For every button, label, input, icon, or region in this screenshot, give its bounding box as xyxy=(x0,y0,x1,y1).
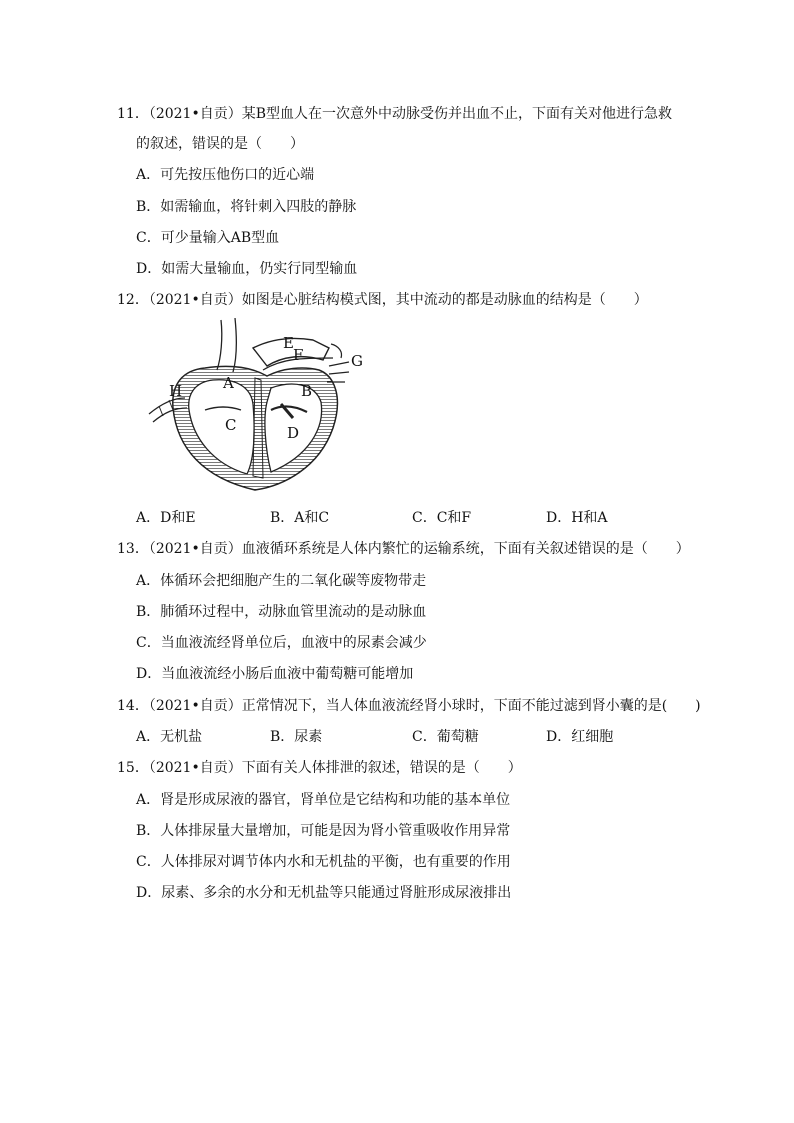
label-b: B xyxy=(301,382,313,400)
q15-option-a: A．肾是形成尿液的器官，肾单位是它结构和功能的基本单位 xyxy=(136,792,511,808)
q14-stem: 14．（2021•自贡）正常情况下，当人体血液流经肾小球时，下面不能过滤到肾小囊的是( ) xyxy=(117,698,701,714)
q12-stem: 12．（2021•自贡）如图是心脏结构模式图，其中流动的都是动脉血的结构是（ ） xyxy=(117,292,648,308)
q15-stem: 15．（2021•自贡）下面有关人体排泄的叙述，错误的是（ ） xyxy=(117,760,522,776)
q12-options-row xyxy=(0,508,794,528)
label-g: G xyxy=(351,352,363,370)
q13-option-b: B．肺循环过程中，动脉血管里流动的是动脉血 xyxy=(136,604,427,620)
q11-option-a: A．可先按压他伤口的近心端 xyxy=(136,167,315,183)
q11-stem-line1: 11．（2021•自贡）某B型血人在一次意外中动脉受伤并出血不止，下面有关对他进行急救 xyxy=(117,106,672,122)
label-f: F xyxy=(293,346,304,364)
q15-option-d: D．尿素、多余的水分和无机盐等只能通过肾脏形成尿液排出 xyxy=(136,885,512,901)
q12-option-d: D．H和A xyxy=(546,510,608,526)
label-e: E xyxy=(283,334,294,352)
q14-options-row xyxy=(0,727,794,747)
q11-option-c: C．可少量输入AB型血 xyxy=(136,230,280,246)
q11-stem-line2: 的叙述，错误的是（ ） xyxy=(136,136,304,152)
q11-option-d: D．如需大量输血，仍实行同型输血 xyxy=(136,261,358,277)
q14-option-c: C．葡萄糖 xyxy=(412,729,479,745)
label-h: H xyxy=(169,382,183,400)
q13-stem: 13．（2021•自贡）血液循环系统是人体内繁忙的运输系统，下面有关叙述错误的是（ ） xyxy=(117,541,690,557)
q12-option-b: B．A和C xyxy=(270,510,330,526)
q15-option-c: C．人体排尿对调节体内水和无机盐的平衡，也有重要的作用 xyxy=(136,854,511,870)
q14-option-a: A．无机盐 xyxy=(136,729,203,745)
q13-option-c: C．当血液流经肾单位后，血液中的尿素会减少 xyxy=(136,635,427,651)
q14-option-d: D．红细胞 xyxy=(546,729,614,745)
heart-structure-diagram xyxy=(143,318,375,496)
label-a: A xyxy=(223,374,234,392)
q15-option-b: B．人体排尿量大量增加，可能是因为肾小管重吸收作用异常 xyxy=(136,823,511,839)
q12-option-a: A．D和E xyxy=(136,510,196,526)
q13-option-a: A．体循环会把细胞产生的二氧化碳等废物带走 xyxy=(136,573,427,589)
q14-option-b: B．尿素 xyxy=(270,729,323,745)
q13-option-d: D．当血液流经小肠后血液中葡萄糖可能增加 xyxy=(136,666,414,682)
label-c: C xyxy=(225,416,237,434)
q12-option-c: C．C和F xyxy=(412,510,472,526)
q11-option-b: B．如需输血，将针刺入四肢的静脉 xyxy=(136,199,357,215)
label-d: D xyxy=(287,424,300,442)
